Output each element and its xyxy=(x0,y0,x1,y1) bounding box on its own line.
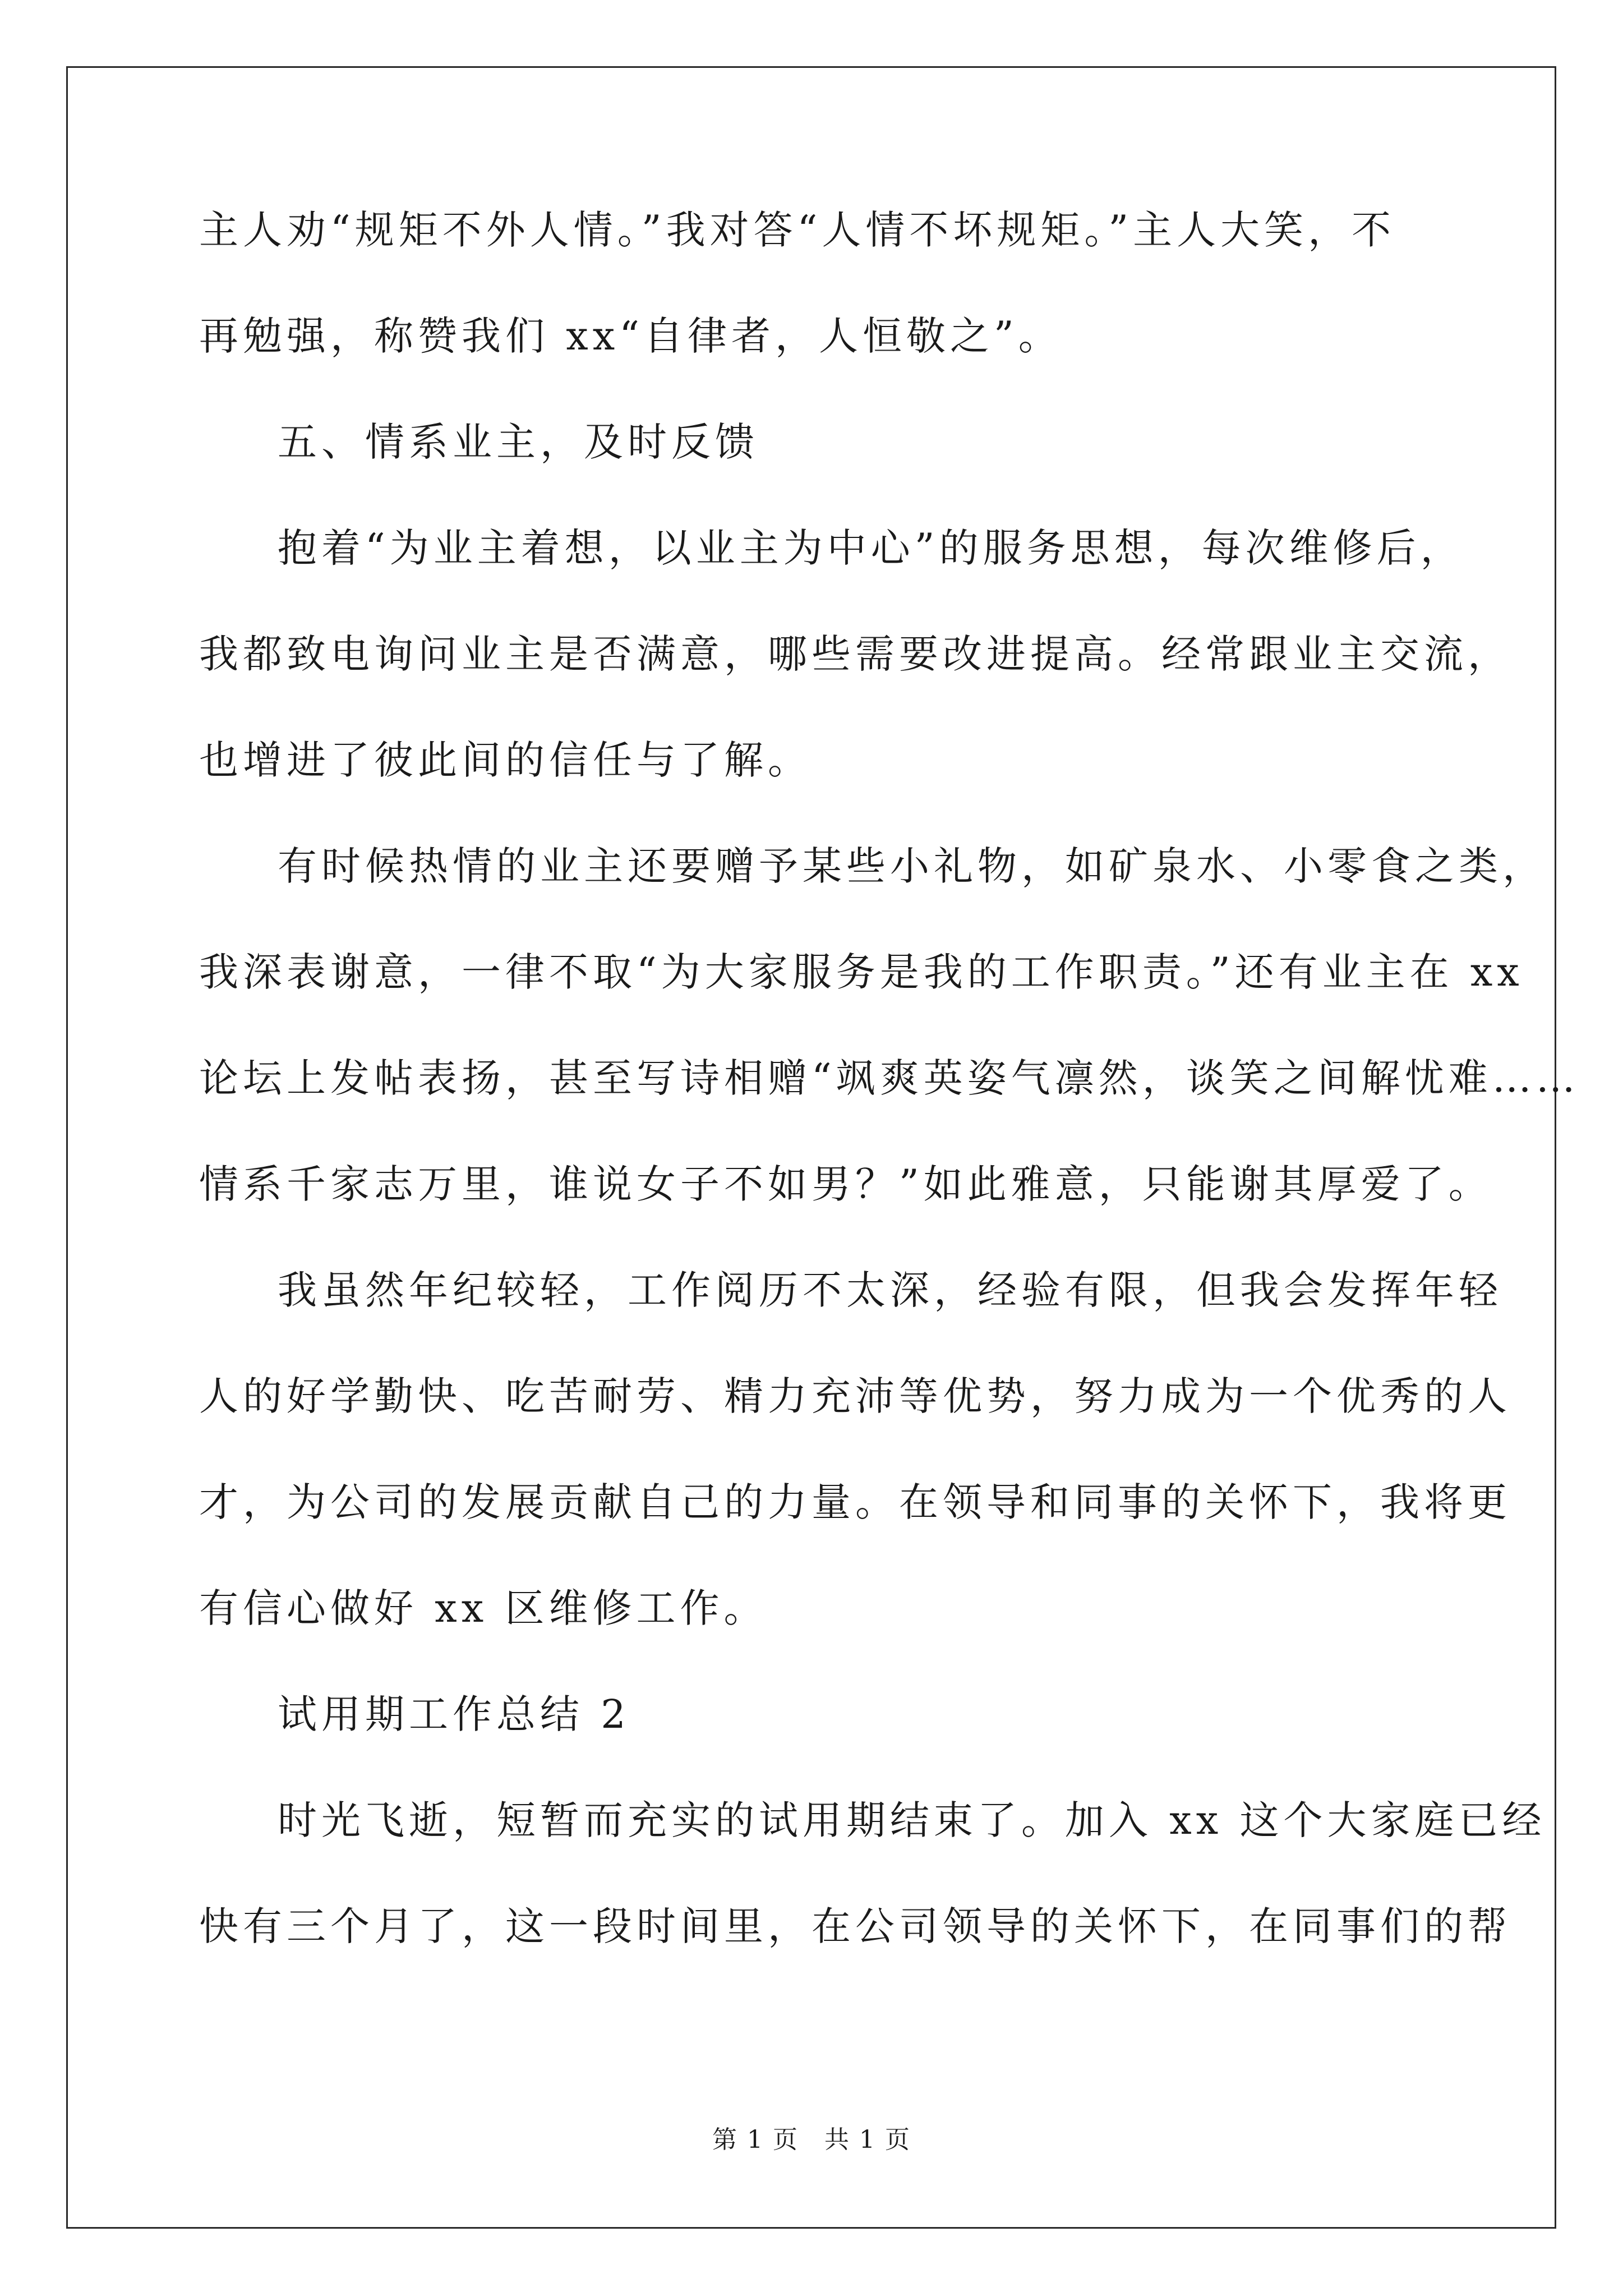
paragraph-first-line: 时光飞逝，短暂而充实的试用期结束了。加入 xx 这个大家庭已经 xyxy=(278,1797,1546,1843)
paragraph-first-line: 我虽然年纪较轻，工作阅历不太深，经验有限，但我会发挥年轻 xyxy=(278,1267,1502,1313)
page-number-footer: 第 1 页 共 1 页 xyxy=(712,2125,911,2154)
text-line: 才，为公司的发展贡献自己的力量。在领导和同事的关怀下，我将更 xyxy=(199,1479,1511,1525)
text-line: 我深表谢意，一律不取“为大家服务是我的工作职责。”还有业主在 xx xyxy=(199,949,1524,995)
text-line: 我都致电询问业主是否满意，哪些需要改进提高。经常跟业主交流， xyxy=(199,631,1511,677)
text-line: 情系千家志万里，谁说女子不如男？”如此雅意，只能谢其厚爱了。 xyxy=(199,1161,1492,1207)
section-title: 试用期工作总结 2 xyxy=(278,1691,630,1737)
text-line: 主人劝“规矩不外人情。”我对答“人情不坏规矩。”主人大笑，不 xyxy=(199,207,1396,253)
text-line: 快有三个月了，这一段时间里，在公司领导的关怀下，在同事们的帮 xyxy=(199,1903,1511,1949)
text-line: 有信心做好 xx 区维修工作。 xyxy=(199,1585,768,1631)
paragraph-first-line: 有时候热情的业主还要赠予某些小礼物，如矿泉水、小零食之类， xyxy=(278,843,1546,889)
text-line: 也增进了彼此间的信任与了解。 xyxy=(199,737,811,783)
text-line: 再勉强，称赞我们 xx“自律者，人恒敬之”。 xyxy=(199,313,1062,359)
text-line: 人的好学勤快、吃苦耐劳、精力充沛等优势，努力成为一个优秀的人 xyxy=(199,1373,1511,1419)
paragraph-first-line: 抱着“为业主着想，以业主为中心”的服务思想，每次维修后， xyxy=(278,525,1464,571)
section-heading: 五、情系业主，及时反馈 xyxy=(278,419,759,465)
text-line: 论坛上发帖表扬，甚至写诗相赠“飒爽英姿气凛然，谈笑之间解忧难…… xyxy=(199,1055,1580,1101)
